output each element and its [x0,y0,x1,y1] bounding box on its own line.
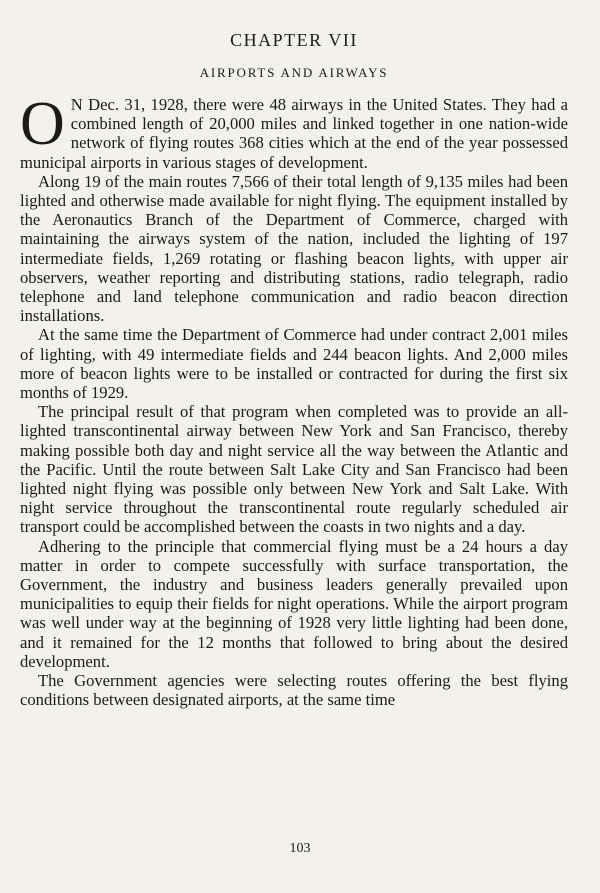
chapter-heading: CHAPTER VII [230,30,358,50]
paragraph-1-text: N Dec. 31, 1928, there were 48 airways in the United States. They had a combined length of 20,000 miles and linked together in one nation-wide network of flying routes 368 cities which at the end of the year possessed municipal airports in various stages of development. [20,95,568,172]
paragraph-1 [20,90,568,172]
paragraph-2: Along 19 of the main routes 7,566 of their total length of 9,135 miles had been lighted and otherwise made available for night flying. The equipment installed by the Aeronautics Branch of the Department of Commerce, charged with maintaining the airways system of the nation, included the lighting of 197 intermediate fields, 1,269 rotating or flashing beacon lights, with upper air observers, weather reporting and distributing stations, radio telegraph, radio telephone and land telephone communication and radio beacon direction installations. [20,171,568,326]
book-page [20,30,568,710]
chapter-title: AIRPORTS AND AIRWAYS [199,65,389,80]
paragraph-5: Adhering to the principle that commercial flying must be a 24 hours a day matter in order to compete successfully with surface transportation, the Government, the industry and business leaders generally prevailed upon municipalities to equip their fields for night operations. While the airport program was well under way at the beginning of 1928 very little lighting had been done, and it remained for the 12 months that followed to bring about the desired development. [20,536,568,671]
page-number: 103 [289,841,311,856]
paragraph-6: The Government agencies were selecting routes offering the best flying conditions between designated airports, at the same time [20,671,568,710]
paragraph-3: At the same time the Department of Commerce had under contract 2,001 miles of lighting, with 49 intermediate fields and 244 beacon lights. And 2,000 miles more of beacon lights were to be installed or contracted for during the first six months of 1929. [20,325,568,403]
drop-cap: O [20,90,65,158]
paragraph-4: The principal result of that program when completed was to provide an all-lighted transcontinental airway between New York and San Francisco, thereby making possible both day and night service all the way between the Atlantic and the Pacific. Until the route between Salt Lake City and San Francisco had been lighted night flying was possible only between New York and Salt Lake. With night service throughout the transcontinental route regularly scheduled air transport could be accomplished between the coasts in two nights and a day. [20,402,568,537]
